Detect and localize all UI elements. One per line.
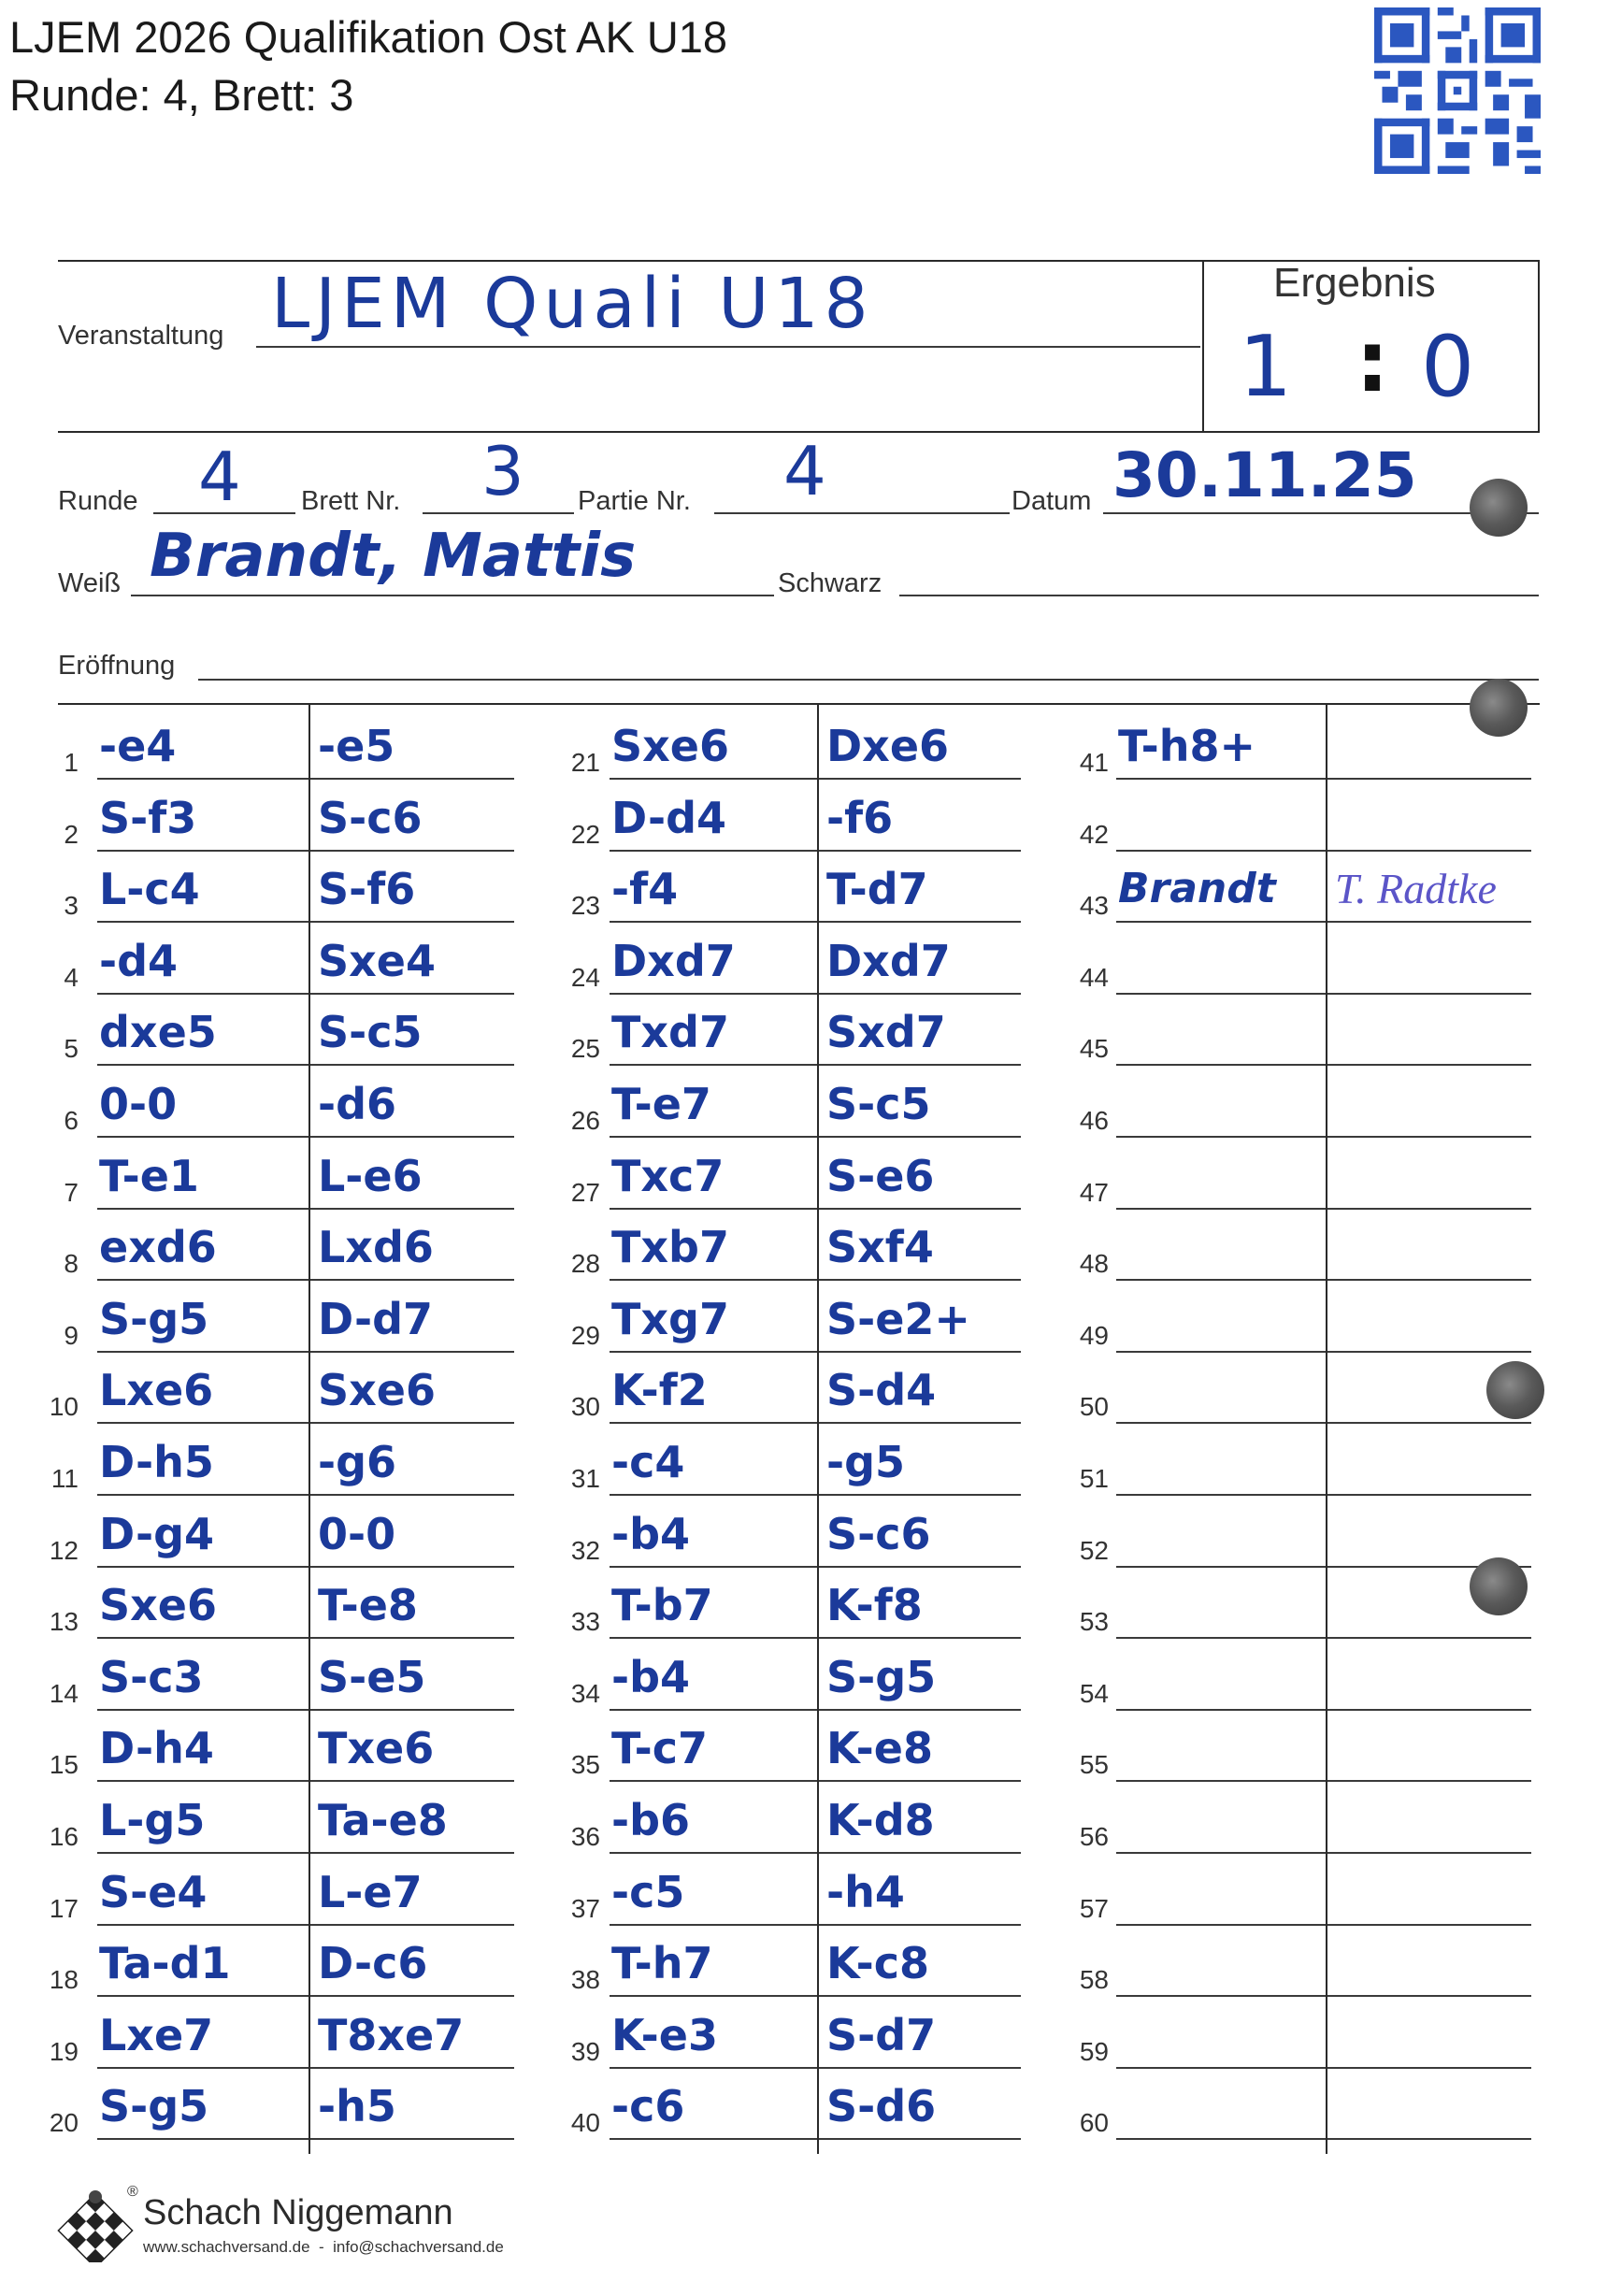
white-move[interactable]: -e4 — [99, 721, 177, 771]
black-move[interactable]: S-c6 — [318, 792, 423, 843]
white-move[interactable]: -c4 — [611, 1437, 685, 1487]
black-move[interactable]: S-d6 — [826, 2081, 937, 2132]
white-move[interactable]: Lxe6 — [99, 1365, 214, 1416]
move-number: 42 — [1079, 819, 1109, 849]
move-number: 57 — [1079, 1893, 1109, 1923]
move-number: 7 — [64, 1177, 79, 1207]
move-number: 13 — [49, 1607, 79, 1637]
black-move[interactable]: -g6 — [318, 1437, 397, 1487]
move-number: 12 — [49, 1535, 79, 1565]
weiss-value[interactable]: Brandt, Mattis — [150, 522, 637, 591]
black-move[interactable]: S-e2+ — [826, 1293, 970, 1344]
move-number: 47 — [1079, 1177, 1109, 1207]
move-number: 11 — [50, 1464, 79, 1493]
move-number: 30 — [570, 1392, 600, 1422]
move-number: 34 — [570, 1678, 600, 1708]
black-move[interactable]: S-e5 — [318, 1651, 426, 1702]
qr-code-icon — [1374, 7, 1541, 174]
white-move[interactable]: T-h7 — [611, 1938, 713, 1989]
black-move[interactable]: K-f8 — [826, 1580, 923, 1631]
move-number: 45 — [1079, 1034, 1109, 1064]
move-number: 25 — [570, 1034, 600, 1064]
move-number: 41 — [1079, 748, 1109, 777]
black-move[interactable]: K-e8 — [826, 1723, 933, 1774]
move-number: 17 — [49, 1893, 79, 1923]
move-number: 32 — [570, 1535, 600, 1565]
move-number: 50 — [1079, 1392, 1109, 1422]
move-number: 56 — [1079, 1822, 1109, 1851]
black-move[interactable]: K-d8 — [826, 1795, 935, 1845]
white-move[interactable]: S-f3 — [99, 792, 197, 843]
black-move[interactable]: Ta-e8 — [318, 1795, 448, 1845]
black-move[interactable]: L-e6 — [318, 1150, 423, 1201]
black-move[interactable]: K-c8 — [826, 1938, 930, 1989]
white-move[interactable]: S-e4 — [99, 1866, 208, 1917]
black-move[interactable]: D-d7 — [318, 1293, 434, 1344]
registered-mark: ® — [127, 2184, 138, 2200]
black-move[interactable]: -f6 — [826, 792, 894, 843]
white-move[interactable]: S-g5 — [99, 1293, 209, 1344]
white-move[interactable]: exd6 — [99, 1222, 217, 1273]
move-number: 60 — [1079, 2108, 1109, 2138]
white-move[interactable]: T-c7 — [611, 1723, 708, 1774]
white-move[interactable]: K-f2 — [611, 1365, 708, 1416]
move-number: 55 — [1079, 1750, 1109, 1780]
move-number: 4 — [64, 962, 79, 992]
footer-contact[interactable]: www.schachversand.de - info@schachversand.de — [143, 2238, 504, 2256]
move-number: 49 — [1079, 1320, 1109, 1350]
page-subtitle: Runde: 4, Brett: 3 — [9, 70, 354, 120]
black-move[interactable]: -e5 — [318, 721, 395, 771]
move-number: 43 — [1079, 891, 1109, 921]
brett-label: Brett Nr. — [301, 486, 401, 516]
veranstaltung-value[interactable]: LJEM Quali U18 — [271, 264, 874, 344]
move-number: 14 — [49, 1678, 79, 1708]
move-number: 35 — [570, 1750, 600, 1780]
white-move[interactable]: K-e3 — [611, 2009, 718, 2060]
move-number: 58 — [1079, 1965, 1109, 1995]
white-move[interactable]: dxe5 — [99, 1007, 217, 1058]
move-number: 51 — [1079, 1464, 1109, 1493]
brett-value[interactable]: 3 — [481, 432, 524, 510]
schwarz-label: Schwarz — [778, 568, 882, 598]
move-number: 23 — [570, 891, 600, 921]
veranstaltung-label: Veranstaltung — [58, 321, 224, 351]
white-move[interactable]: Brandt — [1118, 865, 1276, 913]
black-move[interactable]: T-d7 — [826, 864, 928, 915]
black-move[interactable]: D-c6 — [318, 1938, 428, 1989]
white-move[interactable]: Sxe6 — [99, 1580, 218, 1631]
white-move[interactable]: -b6 — [611, 1795, 691, 1845]
white-move[interactable]: D-g4 — [99, 1508, 215, 1559]
move-number: 10 — [49, 1392, 79, 1422]
move-number: 38 — [570, 1965, 600, 1995]
move-number: 3 — [64, 891, 79, 921]
move-number: 6 — [64, 1106, 79, 1135]
move-number: 28 — [570, 1249, 600, 1279]
move-number: 5 — [64, 1034, 79, 1064]
punch-hole — [1470, 1557, 1528, 1615]
black-move[interactable]: T8xe7 — [318, 2009, 465, 2060]
black-move[interactable]: -g5 — [826, 1437, 906, 1487]
move-number: 18 — [49, 1965, 79, 1995]
move-number: 2 — [64, 819, 79, 849]
move-number: 31 — [570, 1464, 600, 1493]
datum-value[interactable]: 30.11.25 — [1112, 439, 1417, 511]
punch-hole — [1470, 479, 1528, 537]
black-move[interactable]: S-f6 — [318, 864, 416, 915]
move-number: 20 — [49, 2108, 79, 2138]
move-number: 26 — [570, 1106, 600, 1135]
white-move[interactable]: -d4 — [99, 935, 179, 986]
white-move[interactable]: Lxe7 — [99, 2009, 214, 2060]
white-move[interactable]: Txg7 — [611, 1293, 729, 1344]
white-move[interactable]: Ta-d1 — [99, 1938, 231, 1989]
white-move[interactable]: T-h8+ — [1118, 721, 1256, 771]
move-number: 53 — [1079, 1607, 1109, 1637]
black-move[interactable]: Txe6 — [318, 1723, 435, 1774]
white-move[interactable]: -c5 — [611, 1866, 685, 1917]
white-move[interactable]: Dxd7 — [611, 935, 736, 986]
move-number: 40 — [570, 2108, 600, 2138]
punch-hole — [1486, 1361, 1544, 1419]
black-move[interactable]: Sxe6 — [318, 1365, 437, 1416]
move-number: 22 — [570, 819, 600, 849]
move-number: 36 — [570, 1822, 600, 1851]
move-number: 1 — [64, 748, 79, 777]
white-move[interactable]: Txd7 — [611, 1007, 729, 1058]
move-number: 24 — [570, 962, 600, 992]
black-move[interactable]: Dxe6 — [826, 721, 950, 771]
move-number: 19 — [49, 2036, 79, 2066]
white-move[interactable]: -f4 — [611, 864, 679, 915]
punch-hole — [1470, 679, 1528, 737]
move-number: 48 — [1079, 1249, 1109, 1279]
white-move[interactable]: 0-0 — [99, 1079, 178, 1129]
white-move[interactable]: L-c4 — [99, 864, 200, 915]
black-move[interactable]: S-e6 — [826, 1150, 935, 1201]
chess-board-logo-icon — [54, 2188, 136, 2262]
weiss-label: Weiß — [58, 568, 122, 598]
datum-label: Datum — [1012, 486, 1092, 516]
white-move[interactable]: -c6 — [611, 2081, 685, 2132]
ergebnis-label: Ergebnis — [1273, 260, 1436, 306]
move-number: 16 — [49, 1822, 79, 1851]
white-move[interactable]: D-h4 — [99, 1723, 214, 1774]
move-number: 29 — [570, 1320, 600, 1350]
move-number: 39 — [570, 2036, 600, 2066]
move-number: 44 — [1079, 962, 1109, 992]
white-move[interactable]: L-g5 — [99, 1795, 206, 1845]
black-move[interactable]: Lxd6 — [318, 1222, 434, 1273]
black-move[interactable]: S-c5 — [318, 1007, 423, 1058]
move-number: 9 — [64, 1320, 79, 1350]
black-move[interactable]: S-c5 — [826, 1079, 931, 1129]
black-move[interactable]: Sxf4 — [826, 1222, 934, 1273]
move-number: 33 — [570, 1607, 600, 1637]
white-move[interactable]: S-c3 — [99, 1651, 204, 1702]
white-move[interactable]: D-d4 — [611, 792, 727, 843]
black-move[interactable]: Dxd7 — [826, 935, 951, 986]
move-number: 21 — [570, 748, 600, 777]
white-move[interactable]: Txc7 — [611, 1150, 725, 1201]
white-move[interactable]: T-b7 — [611, 1580, 713, 1631]
move-number: 8 — [64, 1249, 79, 1279]
move-number: 27 — [570, 1177, 600, 1207]
move-number: 37 — [570, 1893, 600, 1923]
black-move[interactable]: S-c6 — [826, 1508, 931, 1559]
ergebnis-black[interactable]: 0 — [1421, 318, 1475, 416]
white-move[interactable]: T-e7 — [611, 1079, 711, 1129]
page-title: LJEM 2026 Qualifikation Ost AK U18 — [9, 12, 728, 62]
ergebnis-white[interactable]: 1 — [1239, 318, 1293, 416]
black-move[interactable]: T. Radtke — [1335, 865, 1497, 913]
move-number: 52 — [1079, 1535, 1109, 1565]
black-move[interactable]: S-d7 — [826, 2009, 937, 2060]
black-move[interactable]: Sxe4 — [318, 935, 437, 986]
white-move[interactable]: -b4 — [611, 1651, 691, 1702]
ergebnis-separator: : — [1356, 313, 1389, 411]
white-move[interactable]: S-g5 — [99, 2081, 209, 2132]
white-move[interactable]: T-e1 — [99, 1150, 199, 1201]
white-move[interactable]: D-h5 — [99, 1437, 214, 1487]
black-move[interactable]: L-e7 — [318, 1866, 423, 1917]
partie-label: Partie Nr. — [578, 486, 691, 516]
runde-value[interactable]: 4 — [198, 438, 241, 516]
white-move[interactable]: Txb7 — [611, 1222, 729, 1273]
black-move[interactable]: S-d4 — [826, 1365, 937, 1416]
black-move[interactable]: 0-0 — [318, 1508, 396, 1559]
black-move[interactable]: S-g5 — [826, 1651, 937, 1702]
black-move[interactable]: -h5 — [318, 2081, 396, 2132]
black-move[interactable]: -d6 — [318, 1079, 397, 1129]
partie-value[interactable]: 4 — [783, 432, 826, 510]
move-number: 59 — [1079, 2036, 1109, 2066]
eroeffnung-label: Eröffnung — [58, 651, 176, 681]
black-move[interactable]: -h4 — [826, 1866, 905, 1917]
black-move[interactable]: T-e8 — [318, 1580, 418, 1631]
black-move[interactable]: Sxd7 — [826, 1007, 946, 1058]
footer-brand: Schach Niggemann — [143, 2193, 453, 2232]
move-number: 54 — [1079, 1678, 1109, 1708]
move-number: 46 — [1079, 1106, 1109, 1135]
white-move[interactable]: Sxe6 — [611, 721, 730, 771]
runde-label: Runde — [58, 486, 138, 516]
white-move[interactable]: -b4 — [611, 1508, 691, 1559]
move-number: 15 — [49, 1750, 79, 1780]
